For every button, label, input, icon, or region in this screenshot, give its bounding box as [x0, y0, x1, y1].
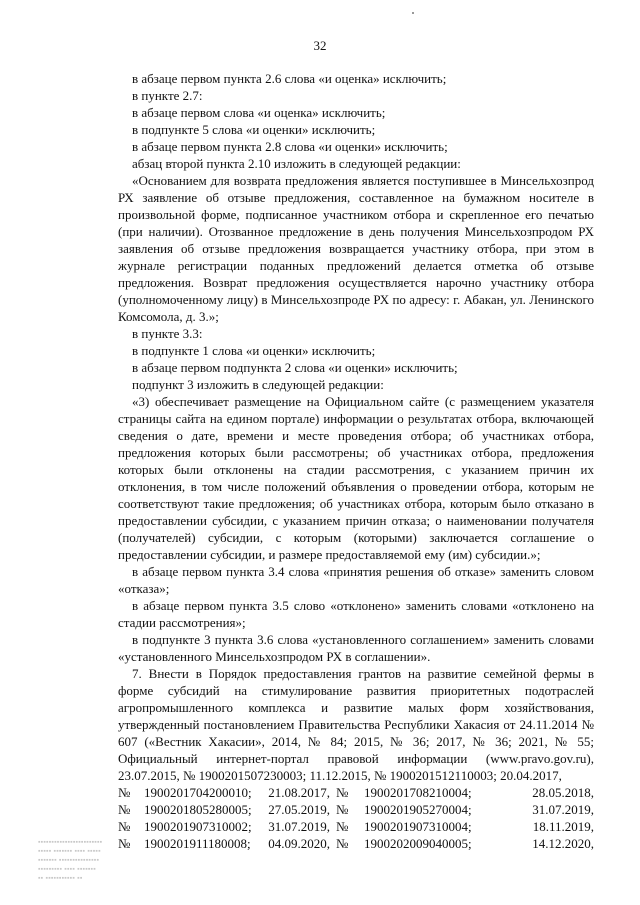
amendment-line: в абзаце первом пункта 2.6 слова «и оценка» исключить; — [132, 71, 447, 86]
registry-cell: № — [118, 785, 131, 800]
scan-speck — [412, 12, 414, 14]
registry-cell: 31.07.2019, — [532, 802, 594, 817]
amendment-3-4: в абзаце первом пункта 3.4 слова «принятия решения об отказе» заменить словом «отказа»; — [118, 564, 594, 596]
registry-cell: № — [336, 819, 349, 834]
faint-registration-stamp — [38, 838, 156, 883]
registry-cell: 27.05.2019, — [268, 802, 330, 817]
registry-cell: 14.12.2020, — [532, 836, 594, 851]
registry-cell: 1900202009040005; — [364, 836, 472, 851]
quoted-paragraph-3-3: «3) обеспечивает размещение на Официальном сайте (с размещением указателя страницы сайта на едином портале) информации о результатах отбора, включающей сведения о дате, времени и месте проведения отбора; об участниках отбора, предложения которых были рассмотрены; об участниках отбора, предложения которых были отклонены на стадии рассмотрения, с указанием причин их отклонения, в том числе положений объявления о проведении отбора, которым не соответствуют такие предложения; об участниках отбора, которым было отказано в предоставлении субсидии, с указанием причин отказа; о наименовании получателя (получателей) субсидии, с которым (которыми) заключается соглашение о предоставлении субсидии, и размере предоставляемой ему (им) субсидии.»; — [118, 394, 594, 562]
amendment-line: абзац второй пункта 2.10 изложить в следующей редакции: — [132, 156, 461, 171]
registry-cell: 28.05.2018, — [532, 785, 594, 800]
registry-cell: 1900201907310004; — [364, 819, 472, 834]
registry-cell: 21.08.2017, — [268, 785, 330, 800]
amendment-line: в подпункте 5 слова «и оценки» исключить; — [132, 122, 376, 137]
amendment-line: в абзаце первом подпункта 2 слова «и оценки» исключить; — [132, 360, 458, 375]
registry-cell: № — [118, 836, 131, 851]
page-number: 32 — [313, 38, 327, 53]
amendment-3-5: в абзаце первом пункта 3.5 слово «отклонено» заменить словами «отклонено на стадии рассмотрения»; — [118, 598, 594, 630]
item-7-paragraph: 7. Внести в Порядок предоставления грантов на развитие семейной фермы в форме субсидий на стимулирование развития приоритетных подотраслей агропромышленного комплекса и развитие малых форм хозяйствования, утвержденный постановлением Правительства Республики Хакасия от 24.11.2014 № 607 («Вестник Хакасии», 2014, № 84; 2015, № 36; 2017, № 36; 2021, № 55; Официальный интернет-портал правовой информации (www.pravo.gov.ru), 23.07.2015, № 1900201507230003; 11.12.2015, № 1900201512110003; 20.04.2017, — [118, 666, 594, 783]
registry-cell: 1900201911180008; — [144, 836, 251, 851]
registry-cell: № — [118, 819, 131, 834]
stamp-line: ▪▪▪▪▪▪▪▪▪▪▪▪▪▪▪▪▪▪▪▪▪▪▪▪ — [38, 839, 103, 846]
registry-cell: № — [336, 836, 349, 851]
amendment-line: подпункт 3 изложить в следующей редакции: — [132, 377, 384, 392]
amendment-3-6: в подпункте 3 пункта 3.6 слова «установленного соглашением» заменить словами «установленного Минсельхозпродом РХ в соглашении». — [118, 632, 594, 664]
registry-cell: 1900201708210004; — [364, 785, 472, 800]
registry-cell: 31.07.2019, — [268, 819, 330, 834]
stamp-line: ▪▪▪▪▪▪▪▪▪ ▪▪▪▪ ▪▪▪▪▪▪▪ — [38, 866, 96, 873]
amendment-line: в абзаце первом пункта 2.8 слова «и оценки» исключить; — [132, 139, 448, 154]
registry-cell: 18.11.2019, — [532, 819, 594, 834]
amendment-line: в пункте 3.3: — [132, 326, 203, 341]
registry-cell: № — [336, 785, 349, 800]
registry-cell: 1900201704200010; — [144, 785, 252, 800]
quoted-paragraph-2-10: «Основанием для возврата предложения является поступившее в Минсельхозпрод РХ заявление об отзыве предложения, составленное на бумажном носителе в произвольной форме, подписанное участником отбора и скрепленное его печатью (при наличии). Отозванное предложение в день получения Минсельхозпродом РХ заявления об отзыве предложения возвращается участнику отбора, при этом в журнале регистрации поданных предложений делается отметка об отзыве предложения. Возврат предложения осуществляется нарочно участнику отбора (уполномоченному лицу) в Минсельхозпроде РХ по адресу: г. Абакан, ул. Ленинского Комсомола, д. 3.»; — [118, 173, 594, 324]
registry-cell: 04.09.2020, — [268, 836, 330, 851]
stamp-line: ▪▪ ▪▪▪▪▪▪▪▪▪▪▪ ▪▪ — [38, 875, 83, 882]
stamp-line: ▪▪▪▪▪ ▪▪▪▪▪▪▪ ▪▪▪▪ ▪▪▪▪▪ — [38, 848, 101, 855]
amendment-line: в пункте 2.7: — [132, 88, 203, 103]
amendment-line: в подпункте 1 слова «и оценки» исключить; — [132, 343, 376, 358]
registry-cell: 1900201907310002; — [144, 819, 252, 834]
stamp-line: ▪▪▪▪▪▪▪ ▪▪▪▪▪▪▪▪▪▪▪▪▪▪▪ — [38, 857, 100, 864]
amendment-line: в абзаце первом слова «и оценка» исключить; — [132, 105, 386, 120]
registry-numbers — [118, 784, 594, 852]
registry-cell: 1900201805280005; — [144, 802, 252, 817]
registry-cell: 1900201905270004; — [364, 802, 472, 817]
document-body — [118, 70, 594, 852]
registry-cell: № — [336, 802, 349, 817]
registry-cell: № — [118, 802, 131, 817]
